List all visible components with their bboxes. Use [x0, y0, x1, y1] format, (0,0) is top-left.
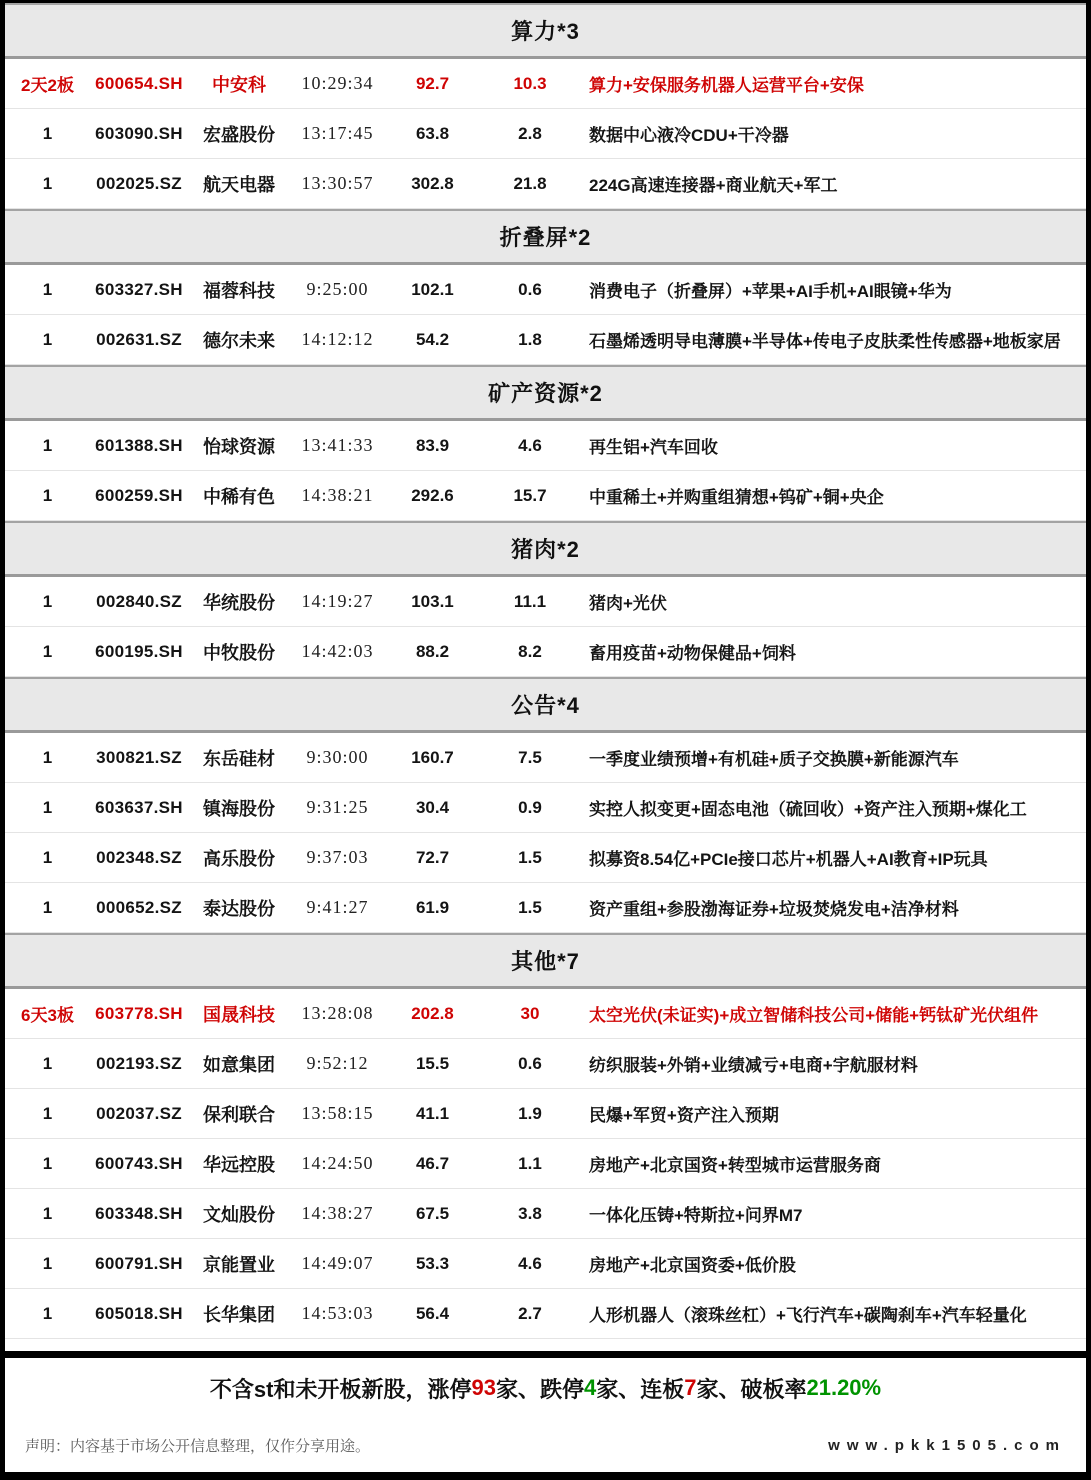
- table-row: [5, 471, 1086, 521]
- cell-themes: 猪肉+光伏: [589, 594, 667, 613]
- cell-ratio: 1.9: [518, 1103, 542, 1123]
- cell-board-count: 1: [42, 747, 53, 767]
- cell-ratio: 1.5: [518, 897, 542, 917]
- footer-bar: [5, 1418, 1086, 1472]
- cell-board-count: 1: [42, 897, 53, 917]
- cell-amount: 160.7: [411, 747, 454, 767]
- summary-segment: 21.20%: [806, 1375, 882, 1400]
- section-title: 折叠屏*2: [499, 225, 592, 250]
- cell-limit-time: 14:19:27: [301, 591, 374, 611]
- cell-amount: 83.9: [415, 435, 450, 455]
- cell-stock-name: 德尔未来: [203, 330, 275, 351]
- table-row: [5, 1039, 1086, 1089]
- cell-themes: 224G高速连接器+商业航天+军工: [589, 176, 838, 195]
- cell-stock-code: 002348.SZ: [96, 847, 182, 867]
- cell-themes: 人形机器人（滚珠丝杠）+飞行汽车+碳陶刹车+汽车轻量化: [589, 1306, 1027, 1325]
- cell-stock-name: 东岳硅材: [203, 748, 275, 769]
- cell-themes: 数据中心液冷CDU+干冷器: [589, 126, 789, 145]
- table-row: [5, 577, 1086, 627]
- cell-themes: 实控人拟变更+固态电池（硫回收）+资产注入预期+煤化工: [589, 800, 1027, 819]
- cell-stock-code: 002840.SZ: [96, 591, 182, 611]
- cell-ratio: 10.3: [513, 73, 547, 93]
- cell-stock-code: 605018.SH: [95, 1303, 183, 1323]
- section-header: [5, 209, 1086, 265]
- cell-stock-name: 京能置业: [203, 1254, 275, 1275]
- summary-segment: 不含st和未开板新股，涨停: [209, 1376, 472, 1402]
- table-row: [5, 1189, 1086, 1239]
- cell-themes: 纺织服装+外销+业绩减亏+电商+宇航服材料: [589, 1056, 918, 1075]
- cell-amount: 46.7: [415, 1153, 450, 1173]
- cell-themes: 房地产+北京国资委+低价股: [589, 1256, 796, 1275]
- table-row: [5, 783, 1086, 833]
- cell-limit-time: 13:58:15: [301, 1103, 374, 1123]
- cell-board-count: 1: [42, 1303, 53, 1323]
- cell-ratio: 30: [520, 1003, 540, 1023]
- cell-stock-code: 600791.SH: [95, 1253, 183, 1273]
- section-title: 算力*3: [511, 19, 580, 44]
- cell-stock-code: 002025.SZ: [96, 173, 182, 193]
- cell-stock-code: 002193.SZ: [96, 1053, 182, 1073]
- cell-stock-name: 国晟科技: [203, 1004, 275, 1025]
- cell-stock-name: 如意集团: [203, 1054, 275, 1075]
- cell-stock-code: 600743.SH: [95, 1153, 183, 1173]
- cell-themes: 畜用疫苗+动物保健品+饲料: [589, 644, 796, 663]
- cell-amount: 202.8: [411, 1003, 454, 1023]
- cell-ratio: 1.5: [518, 847, 542, 867]
- cell-stock-code: 002037.SZ: [96, 1103, 182, 1123]
- table-row: [5, 1139, 1086, 1189]
- cell-ratio: 4.6: [518, 1253, 542, 1273]
- cell-limit-time: 14:12:12: [301, 329, 374, 349]
- table-row: [5, 159, 1086, 209]
- cell-limit-time: 9:52:12: [306, 1053, 369, 1073]
- cell-ratio: 7.5: [518, 747, 542, 767]
- cell-stock-code: 601388.SH: [95, 435, 183, 455]
- cell-stock-name: 中稀有色: [203, 486, 275, 507]
- cell-limit-time: 14:53:03: [301, 1303, 374, 1323]
- cell-limit-time: 14:49:07: [301, 1253, 374, 1273]
- section-title: 公告*4: [511, 693, 580, 718]
- table-row: [5, 1089, 1086, 1139]
- cell-amount: 102.1: [411, 279, 454, 299]
- cell-amount: 30.4: [415, 797, 450, 817]
- cell-ratio: 1.1: [518, 1153, 542, 1173]
- cell-amount: 56.4: [415, 1303, 450, 1323]
- summary-segment: 家、跌停: [495, 1376, 584, 1402]
- cell-themes: 一季度业绩预增+有机硅+质子交换膜+新能源汽车: [589, 750, 959, 769]
- table-row: [5, 1289, 1086, 1339]
- summary-segment: 7: [684, 1375, 697, 1400]
- cell-ratio: 4.6: [518, 435, 542, 455]
- cell-ratio: 15.7: [513, 485, 547, 505]
- cell-stock-code: 600259.SH: [95, 485, 183, 505]
- section-title: 矿产资源*2: [488, 381, 603, 406]
- summary-segment: 家、破板率: [696, 1376, 807, 1402]
- cell-amount: 63.8: [415, 123, 450, 143]
- section-header: [5, 365, 1086, 421]
- table-row: [5, 883, 1086, 933]
- table-row: [5, 421, 1086, 471]
- table-row: [5, 733, 1086, 783]
- cell-ratio: 0.9: [518, 797, 542, 817]
- cell-themes: 房地产+北京国资+转型城市运营服务商: [589, 1156, 881, 1175]
- cell-stock-name: 泰达股份: [203, 898, 275, 919]
- cell-board-count: 1: [42, 797, 53, 817]
- cell-stock-name: 保利联合: [203, 1104, 275, 1125]
- cell-ratio: 11.1: [513, 591, 547, 611]
- cell-limit-time: 14:42:03: [301, 641, 374, 661]
- summary-segment: 4: [583, 1375, 597, 1400]
- cell-stock-code: 300821.SZ: [96, 747, 182, 767]
- cell-stock-name: 航天电器: [203, 174, 275, 195]
- cell-stock-name: 文灿股份: [203, 1204, 275, 1225]
- cell-stock-code: 603778.SH: [95, 1003, 183, 1023]
- cell-themes: 石墨烯透明导电薄膜+半导体+传电子皮肤柔性传感器+地板家居: [589, 332, 1061, 351]
- section-header: [5, 933, 1086, 989]
- table-row: [5, 109, 1086, 159]
- cell-amount: 53.3: [415, 1253, 450, 1273]
- cell-limit-time: 14:38:27: [301, 1203, 374, 1223]
- cell-stock-name: 镇海股份: [203, 798, 275, 819]
- cell-ratio: 21.8: [513, 173, 547, 193]
- cell-board-count: 1: [42, 329, 53, 349]
- cell-limit-time: 10:29:34: [301, 73, 374, 93]
- cell-limit-time: 14:24:50: [301, 1153, 374, 1173]
- cell-ratio: 1.8: [518, 329, 542, 349]
- section-header: [5, 3, 1086, 59]
- section-title: 猪肉*2: [511, 537, 580, 562]
- cell-limit-time: 14:38:21: [301, 485, 374, 505]
- cell-board-count: 1: [42, 1253, 53, 1273]
- cell-stock-code: 002631.SZ: [96, 329, 182, 349]
- cell-board-count: 1: [42, 435, 53, 455]
- cell-board-count: 1: [42, 279, 53, 299]
- cell-stock-name: 高乐股份: [203, 848, 275, 869]
- cell-board-count: 1: [42, 591, 53, 611]
- cell-amount: 92.7: [415, 73, 450, 93]
- cell-limit-time: 9:37:03: [306, 847, 369, 867]
- cell-amount: 292.6: [411, 485, 454, 505]
- cell-amount: 302.8: [411, 173, 454, 193]
- disclaimer-text: 声明：内容基于市场公开信息整理，仅作分享用途。: [25, 1437, 371, 1455]
- cell-limit-time: 9:41:27: [306, 897, 369, 917]
- cell-ratio: 2.8: [518, 123, 542, 143]
- cell-stock-code: 603090.SH: [95, 123, 183, 143]
- table-row: [5, 989, 1086, 1039]
- cell-stock-code: 000652.SZ: [96, 897, 182, 917]
- section-header: [5, 521, 1086, 577]
- cell-amount: 41.1: [415, 1103, 450, 1123]
- cell-stock-name: 怡球资源: [203, 436, 275, 457]
- cell-stock-code: 603327.SH: [95, 279, 183, 299]
- cell-stock-code: 600195.SH: [95, 641, 183, 661]
- cell-ratio: 2.7: [518, 1303, 542, 1323]
- cell-amount: 54.2: [415, 329, 450, 349]
- cell-ratio: 8.2: [518, 641, 542, 661]
- cell-stock-name: 福蓉科技: [203, 280, 275, 301]
- section-header: [5, 677, 1086, 733]
- summary-segment: 93: [471, 1375, 496, 1400]
- cell-amount: 61.9: [415, 897, 450, 917]
- cell-themes: 资产重组+参股渤海证券+垃圾焚烧发电+洁净材料: [589, 900, 959, 919]
- limit-up-table: [5, 3, 1086, 1339]
- cell-limit-time: 9:31:25: [306, 797, 369, 817]
- table-row: [5, 833, 1086, 883]
- summary-segment: 家、连板: [596, 1376, 685, 1402]
- cell-themes: 中重稀土+并购重组猜想+钨矿+铜+央企: [589, 488, 884, 507]
- cell-stock-name: 长华集团: [203, 1304, 275, 1325]
- website-text: www.pkk1505.com: [828, 1436, 1066, 1454]
- cell-stock-name: 中牧股份: [203, 642, 275, 663]
- cell-amount: 67.5: [415, 1203, 450, 1223]
- cell-themes: 再生铝+汽车回收: [589, 438, 718, 457]
- cell-limit-time: 13:41:33: [301, 435, 374, 455]
- cell-limit-time: 9:30:00: [306, 747, 369, 767]
- cell-ratio: 0.6: [518, 1053, 542, 1073]
- cell-board-count: 6天3板: [21, 1006, 74, 1025]
- cell-stock-code: 603348.SH: [95, 1203, 183, 1223]
- cell-board-count: 1: [42, 847, 53, 867]
- cell-limit-time: 13:17:45: [301, 123, 374, 143]
- cell-ratio: 0.6: [518, 279, 542, 299]
- cell-stock-code: 603637.SH: [95, 797, 183, 817]
- cell-themes: 算力+安保服务机器人运营平台+安保: [589, 76, 864, 95]
- table-row: [5, 1239, 1086, 1289]
- cell-limit-time: 9:25:00: [306, 279, 369, 299]
- cell-themes: 消费电子（折叠屏）+苹果+AI手机+AI眼镜+华为: [589, 282, 952, 301]
- cell-board-count: 2天2板: [21, 76, 74, 95]
- cell-board-count: 1: [42, 1203, 53, 1223]
- cell-board-count: 1: [42, 1103, 53, 1123]
- cell-themes: 拟募资8.54亿+PCIe接口芯片+机器人+AI教育+IP玩具: [589, 850, 988, 869]
- market-summary: [5, 1358, 1086, 1418]
- cell-limit-time: 13:28:08: [301, 1003, 374, 1023]
- cell-amount: 88.2: [415, 641, 450, 661]
- cell-board-count: 1: [42, 641, 53, 661]
- cell-stock-name: 华远控股: [203, 1154, 275, 1175]
- cell-stock-name: 华统股份: [203, 592, 275, 613]
- table-row: [5, 315, 1086, 365]
- table-footer-gap: [5, 1339, 1086, 1351]
- cell-board-count: 1: [42, 123, 53, 143]
- cell-stock-name: 中安科: [212, 74, 266, 95]
- cell-themes: 一体化压铸+特斯拉+问界M7: [589, 1206, 803, 1225]
- cell-amount: 15.5: [415, 1053, 450, 1073]
- cell-board-count: 1: [42, 485, 53, 505]
- table-row: [5, 265, 1086, 315]
- table-row: [5, 59, 1086, 109]
- cell-themes: 太空光伏(未证实)+成立智储科技公司+储能+钙钛矿光伏组件: [589, 1006, 1039, 1025]
- cell-board-count: 1: [42, 1053, 53, 1073]
- cell-limit-time: 13:30:57: [301, 173, 374, 193]
- cell-ratio: 3.8: [518, 1203, 542, 1223]
- cell-board-count: 1: [42, 173, 53, 193]
- section-title: 其他*7: [511, 949, 580, 974]
- cell-themes: 民爆+军贸+资产注入预期: [589, 1106, 779, 1125]
- cell-amount: 103.1: [411, 591, 454, 611]
- cell-board-count: 1: [42, 1153, 53, 1173]
- cell-stock-name: 宏盛股份: [203, 124, 275, 145]
- cell-stock-code: 600654.SH: [95, 73, 183, 93]
- cell-amount: 72.7: [415, 847, 450, 867]
- table-row: [5, 627, 1086, 677]
- footer-separator: [5, 1351, 1086, 1358]
